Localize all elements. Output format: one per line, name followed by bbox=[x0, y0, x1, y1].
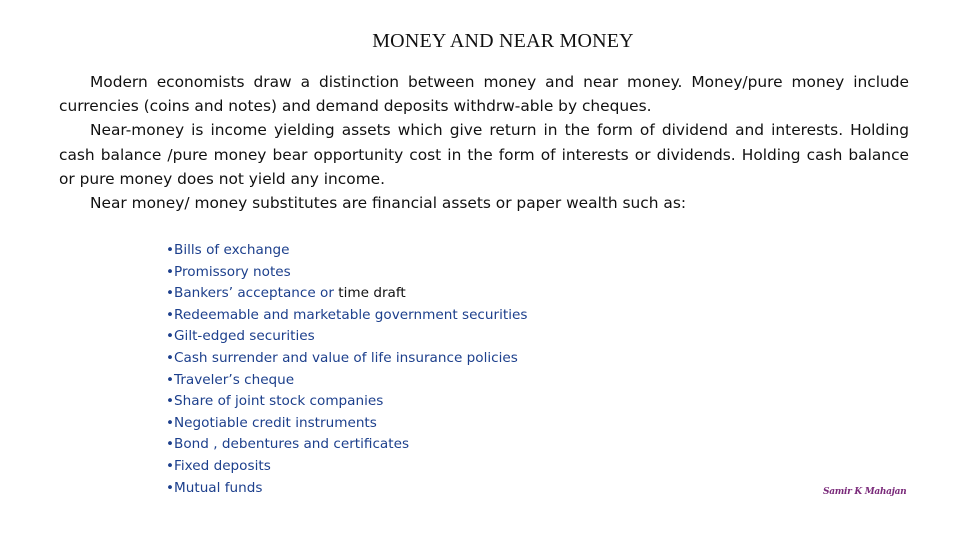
list-item: •Traveler’s cheque bbox=[166, 371, 295, 388]
body-text bbox=[59, 70, 909, 215]
list-item: •Share of joint stock companies bbox=[166, 393, 384, 410]
list-item: •Bond , debentures and certificates bbox=[166, 436, 410, 453]
paragraph-money-definition: Modern economists draw a distinction between money and near money. Money/pure money include currencies (coins and notes) and demand deposits withdrw-able by cheques. bbox=[59, 73, 909, 116]
list-item: •Gilt-edged securities bbox=[166, 328, 315, 345]
paragraph-near-money-definition: Near-money is income yielding assets which give return in the form of dividend and interests. Holding cash balance /pure money bear opportunity cost in the form of interests or dividends. Holding cash balance or pure money does not yield any income. bbox=[59, 121, 909, 188]
paragraph-near-money-intro: Near money/ money substitutes are financial assets or paper wealth such as: bbox=[90, 194, 687, 213]
list-item: •Cash surrender and value of life insurance policies bbox=[166, 349, 518, 366]
slide-title: MONEY AND NEAR MONEY bbox=[372, 30, 634, 52]
list-item: •Negotiable credit instruments bbox=[166, 414, 377, 431]
list-item: •Redeemable and marketable government securities bbox=[166, 306, 528, 323]
list-item: •Fixed deposits bbox=[166, 457, 271, 474]
list-item: •Bills of exchange bbox=[166, 242, 290, 258]
list-item: •Promissory notes bbox=[166, 263, 291, 280]
list-item-text: •Bankers’ acceptance or bbox=[166, 285, 334, 302]
author-signature: Samir K Mahajan bbox=[823, 487, 907, 497]
list-item: •Mutual funds bbox=[166, 479, 263, 496]
list-item-text-plain: time draft bbox=[333, 285, 406, 302]
near-money-list bbox=[166, 240, 527, 499]
list-item bbox=[166, 283, 527, 305]
